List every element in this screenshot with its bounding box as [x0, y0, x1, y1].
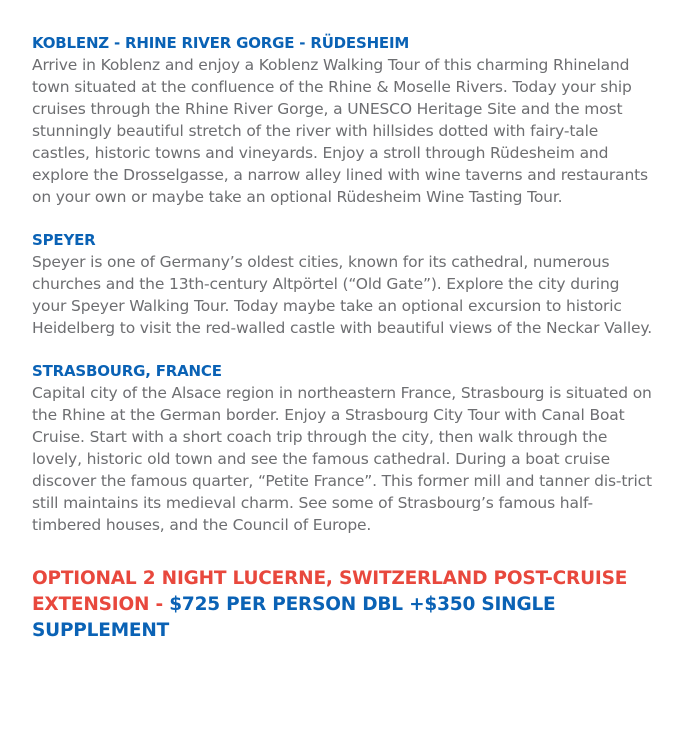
section-body: Speyer is one of Germany’s oldest cities, known for its cathedral, numerous churches and the 13th-century Altpörtel (“Old Gate”). Explore the city during your Speyer Walking Tour. Today maybe take an optional excursion to historic Heidelberg to visit the red-walled castle with beautiful views of the Neckar Valley.	[32, 253, 652, 337]
section-heading: KOBLENZ - RHINE RIVER GORGE - RÜDESHEIM	[32, 34, 410, 52]
extension-price: $725 PER PERSON DBL +$350 SINGLE SUPPLEMENT	[32, 594, 556, 641]
section-koblenz	[32, 33, 652, 208]
section-body: Arrive in Koblenz and enjoy a Koblenz Walking Tour of this charming Rhineland town situated at the confluence of the Rhine & Moselle Rivers. Today your ship cruises through the Rhine River Gorge, a UNESCO Heritage Site and the most stunningly beautiful stretch of the river with hillsides dotted with fairy-tale castles, historic towns and vineyards. Enjoy a stroll through Rüdesheim and explore the Drosselgasse, a narrow alley lined with wine taverns and restaurants on your own or maybe take an optional Rüdesheim Wine Tasting Tour.	[32, 56, 648, 206]
section-heading: STRASBOURG, FRANCE	[32, 362, 222, 380]
itinerary-page	[32, 33, 652, 644]
extension-title: OPTIONAL 2 NIGHT LUCERNE, SWITZERLAND POST-CRUISE EXTENSION -	[32, 568, 628, 615]
section-body: Capital city of the Alsace region in northeastern France, Strasbourg is situated on the Rhine at the German border. Enjoy a Strasbourg City Tour with Canal Boat Cruise. Start with a short coach trip through the city, then walk through the lovely, historic old town and see the famous cathedral. During a boat cruise discover the famous quarter, “Petite France”. This former mill and tanner dis-trict still maintains its medieval charm. See some of Strasbourg’s famous half-timbered houses, and the Council of Europe.	[32, 384, 652, 534]
section-strasbourg	[32, 361, 652, 536]
section-heading: SPEYER	[32, 231, 96, 249]
extension-offer	[32, 566, 652, 644]
section-speyer	[32, 230, 652, 339]
